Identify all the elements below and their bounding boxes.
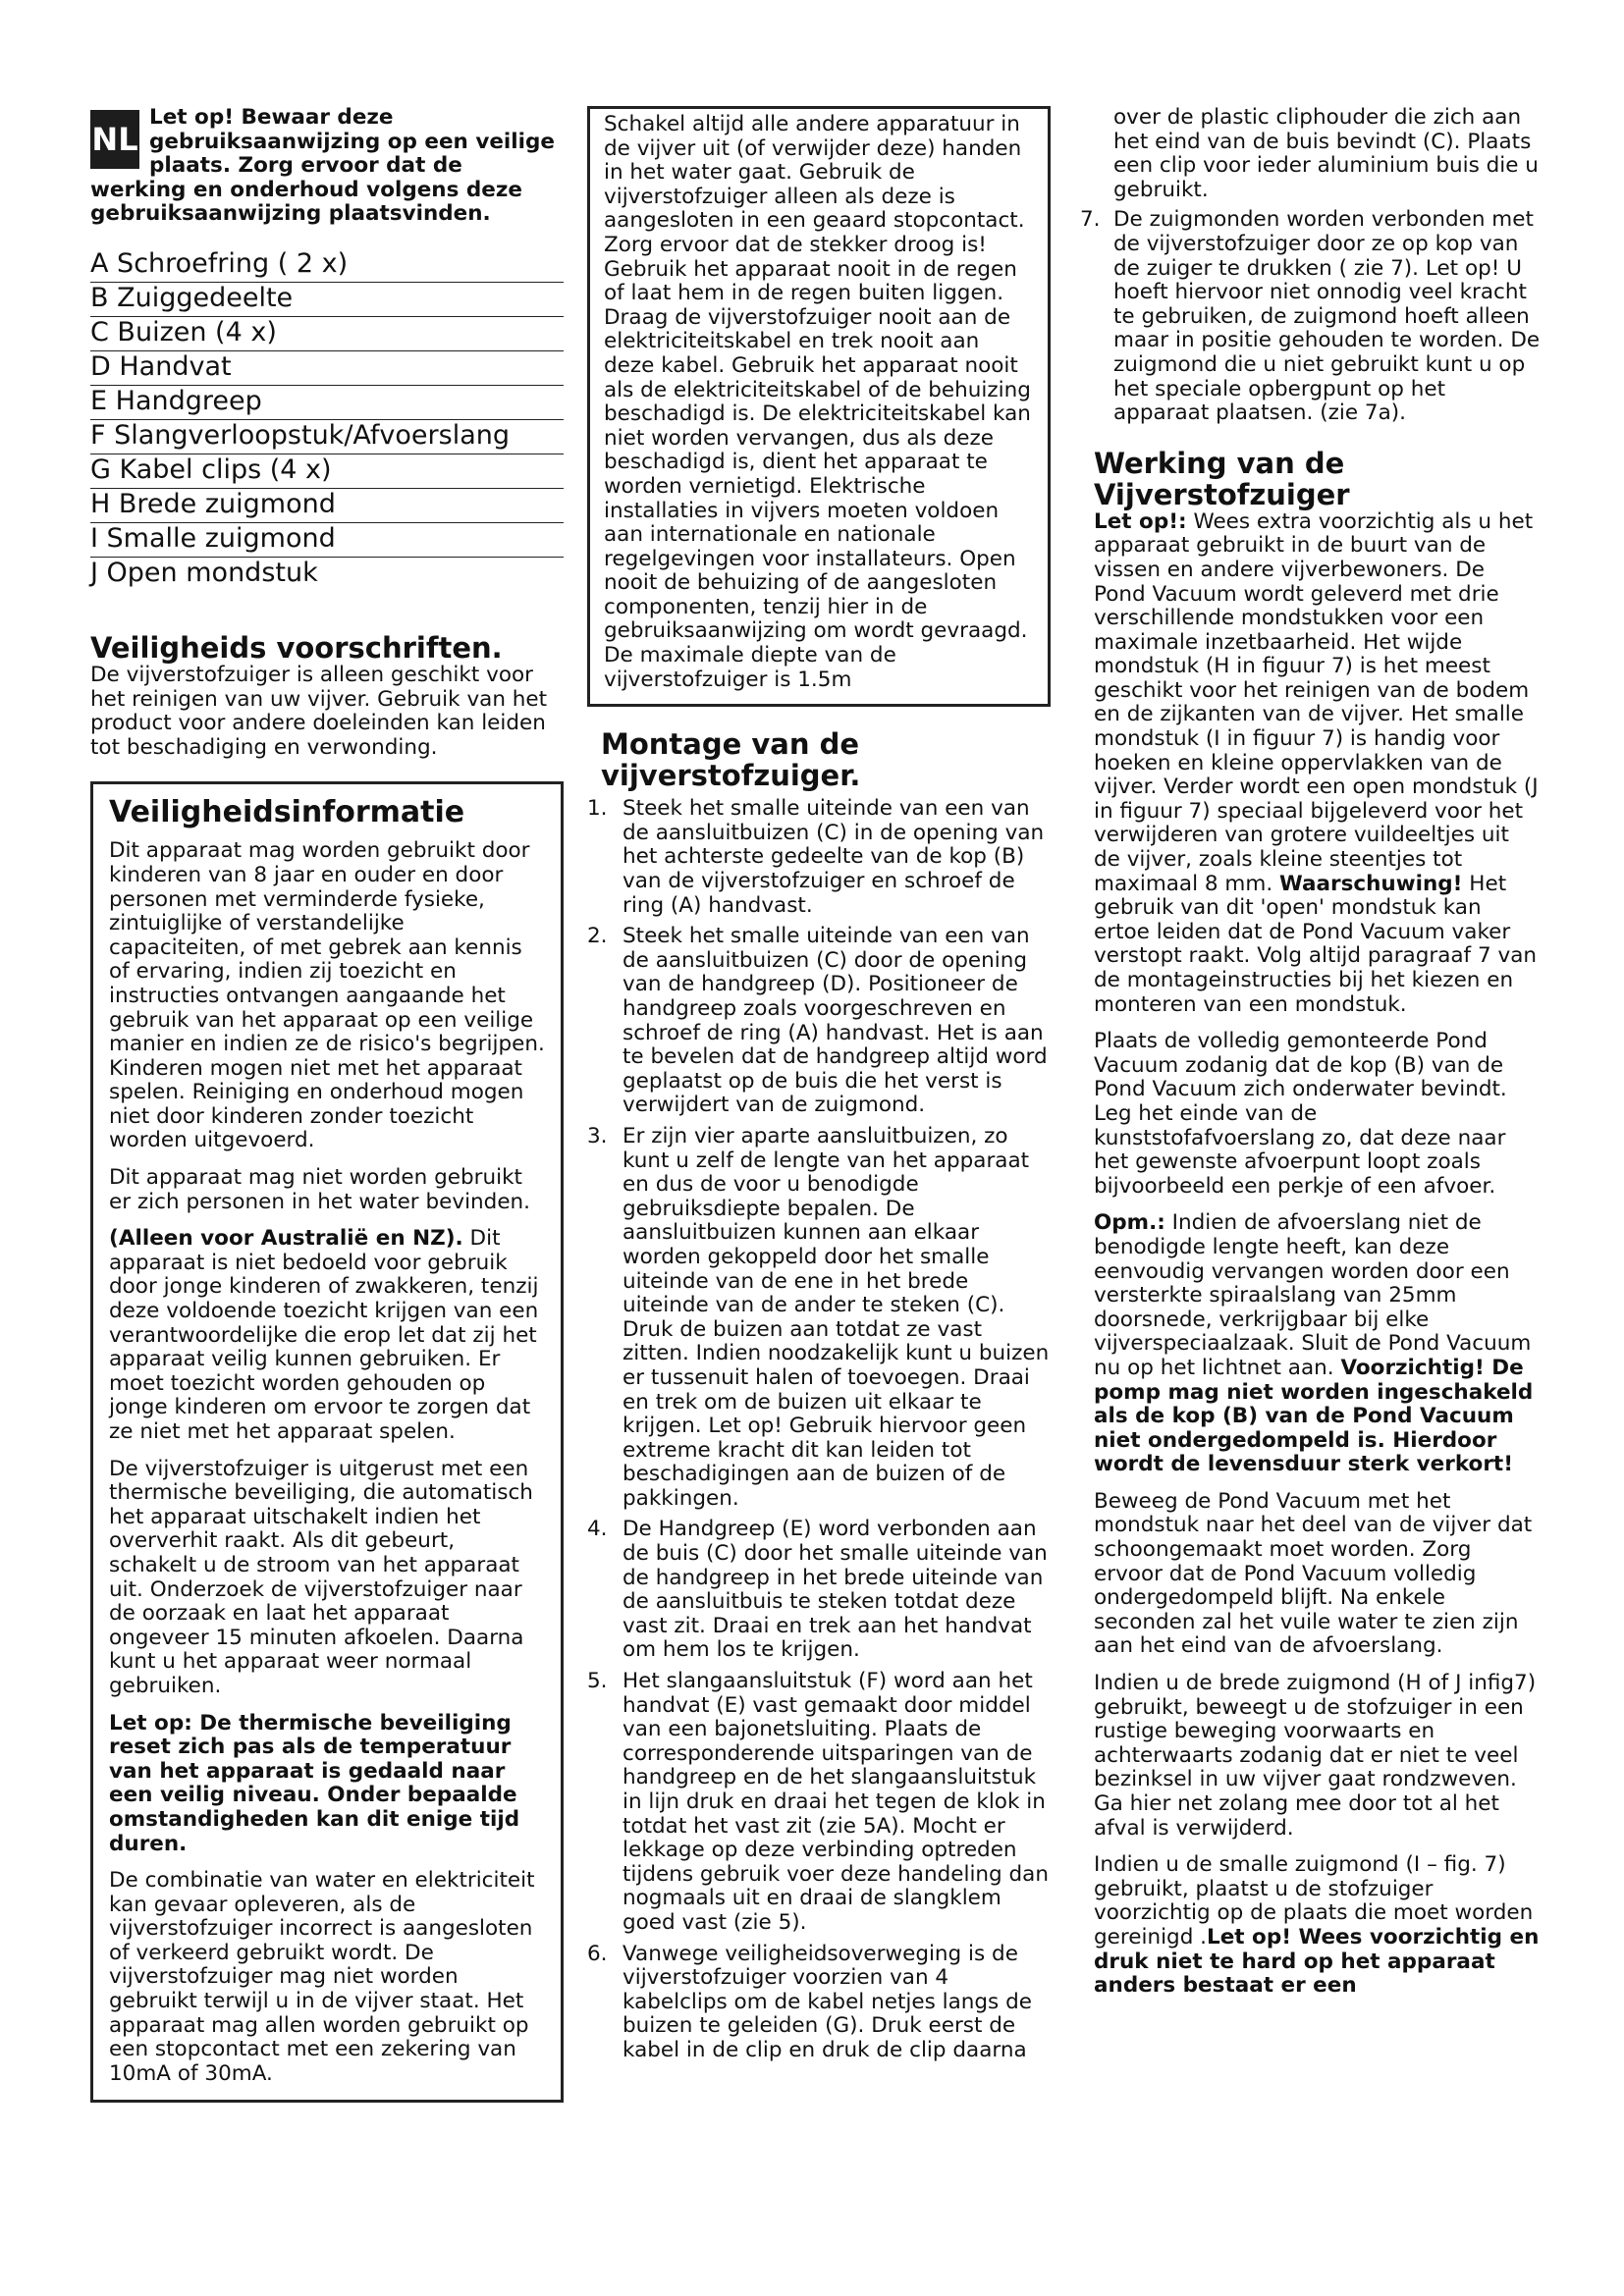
part-item: J Open mondstuk xyxy=(90,557,318,588)
step-text: De zuigmonden worden verbonden met de vijverstofzuiger door ze op kop van de zuiger te drukken ( zie 7). Let op! U hoeft hiervoor niet onnodig veel kracht te gebruiken, de zuigmond hoeft alleen maar in positie gehouden te worden. De zuigmond die u niet gebruikt kunt u op het speciale opbergpunt op het apparaat plaatsen. (zie 7a). xyxy=(1113,207,1541,426)
safety-text: De vijverstofzuiger is alleen geschikt voor het reinigen van uw vijver. Gebruik van het product voor andere doeleinden kan leiden tot beschadiging en verwonding. xyxy=(90,662,548,760)
assembly-step xyxy=(1080,208,1542,425)
operation-text: Wees extra voorzichtig als u het apparaat gebruikt in de buurt van de vissen en andere vijverbewoners. De Pond Vacuum wordt geleverd met drie verschillende mondstukken voor een maximale inzetbaarheid. Het wijde mondstuk (H in figuur 7) is het meest geschikt voor het reinigen van de bodem en de zijkanten van de vijver. Het smalle mondstuk (I in figuur 7) is handig voor hoeken en kleine oppervlakken van de vijver. Verder wordt een open mondstuk (J in figuur 7) speciaal bijgeleverd voor het verwijderen van grotere vuildeeltjes uit de vijver, zoals kleine steentjes tot maximaal 8 mm. xyxy=(1094,508,1539,896)
column-right xyxy=(1080,106,1542,2011)
note-label: Opm.: xyxy=(1094,1210,1165,1236)
header-notice-text: Let op! Bewaar deze gebruiksaanwijzing op een veilige plaats. Zorg ervoor dat de werking en onderhoud volgens deze gebruiksaanwijzing plaatsvinden. xyxy=(90,105,556,227)
operation-text: Het gebruik van dit 'open' mondstuk kan ertoe leiden dat de Pond Vacuum vaker verstopt raakt. Volg altijd paragraaf 7 van de montageinstructies bij het kiezen en monteren van een mondstuk. xyxy=(1094,871,1537,1017)
safety-info-paragraph: Dit apparaat mag worden gebruikt door kinderen van 8 jaar en ouder en door personen met verminderde fysieke, zintuiglijke of verstandelijke capaciteiten, of met gebrek aan kennis of ervaring, indien zij toezicht en instructies ontvangen aangaande het gebruik van het apparaat op een veilige manier en indien ze de risico's begrijpen. Kinderen mogen niet met het apparaat spelen. Reiniging en onderhoud mogen niet door kinderen zonder toezicht worden uitgevoerd. xyxy=(109,838,545,1153)
electrical-warning-box xyxy=(587,106,1051,707)
operation-text: Indien de afvoerslang niet de benodigde lengte heeft, kan deze eenvoudig vervangen worden door een versterkte spiraalslang van 25mm doorsnede, verkrijgbaar bij elke vijverspeciaalzaak. Sluit de Pond Vacuum nu op het lichtnet aan. xyxy=(1094,1210,1532,1380)
operation-paragraph: Beweeg de Pond Vacuum met het mondstuk naar het deel van de vijver dat schoongemaakt moet worden. Zorg ervoor dat de Pond Vacuum volledig ondergedompeld blijft. Na enkele seconden zal het vuile water te zien zijn aan het eind van de afvoerslang. xyxy=(1094,1488,1533,1659)
assembly-step xyxy=(587,1125,1051,1512)
safety-info-paragraph: De combinatie van water en elektriciteit kan gevaar opleveren, als de vijverstofzuiger incorrect is aangesloten of verkeerd gebruikt wordt. De vijverstofzuiger mag niet worden gebruikt terwijl u in de vijver staat. Het apparaat mag allen worden gebruikt op een stopcontact met een zekering van 10mA of 30mA. xyxy=(109,1868,535,2086)
part-item: G Kabel clips (4 x) xyxy=(90,454,564,489)
region-note-text: Dit apparaat is niet bedoeld voor gebruik door jonge kinderen of zwakkeren, tenzij deze voldoende toezicht krijgen van een verantwoordelijke die erop let dat zij het apparaat veilig kunnen gebruiken. Er moet toezicht worden gehouden op jonge kinderen om ervoor te zorgen dat ze niet met het apparaat spelen. xyxy=(109,1226,539,1444)
step-text: Vanwege veiligheidsoverweging is de vijverstofzuiger voorzien van 4 kabelclips om de kabel netjes langs de buizen te geleiden (G). Druk eerst de kabel in de clip en druk de clip daarna xyxy=(623,1941,1032,2062)
step-number: 7. xyxy=(1080,207,1101,233)
assembly-step xyxy=(587,797,1051,918)
step-number: 4. xyxy=(587,1517,608,1542)
operation-heading: Werking van de Vijverstofzuiger xyxy=(1094,446,1350,511)
part-item: H Brede zuigmond xyxy=(90,489,564,523)
assembly-heading: Montage van de vijverstofzuiger. xyxy=(601,727,861,793)
operation-paragraph: Indien u de brede zuigmond (H of J infig7) gebruikt, beweegt u de stofzuiger in een rustige beweging voorwaarts en achterwaarts zodanig dat er niet te veel bezinksel in uw vijver gaat rondzweven. Ga hier net zolang mee door tot al het afval is verwijderd. xyxy=(1094,1671,1537,1841)
safety-info-paragraph: Dit apparaat mag niet worden gebruikt er zich personen in het water bevinden. xyxy=(109,1165,531,1214)
assembly-step xyxy=(587,925,1051,1118)
safety-info-paragraph xyxy=(109,1227,545,1444)
header-notice xyxy=(90,106,564,227)
safety-info-heading: Veiligheidsinformatie xyxy=(109,795,465,830)
step-number: 1. xyxy=(587,796,608,822)
step-text: De Handgreep (E) word verbonden aan de buis (C) door het smalle uiteinde van de handgreep in het brede uiteinde van de aansluitbuis te steken totdat deze vast zit. Draai en trek aan het handvat om hem los te krijgen. xyxy=(623,1517,1048,1663)
part-item: A Schroefring ( 2 x) xyxy=(90,248,564,283)
parts-list xyxy=(90,248,564,591)
warning-label: Waarschuwing! xyxy=(1279,871,1463,896)
assembly-step xyxy=(587,1518,1051,1663)
step-text: Steek het smalle uiteinde van een van de aansluitbuizen (C) door de opening van de handgreep (D). Positioneer de handgreep zoals voorgeschreven en schroef de ring (A) handvast. Het is aan te bevelen dat de handgreep altijd word geplaatst op de buis die het verst is verwijdert van de zuigmond. xyxy=(623,924,1048,1118)
step-text: Er zijn vier aparte aansluitbuizen, zo kunt u zelf de lengte van het apparaat en dus de voor u benodigde gebruiksdiepte bepalen. De aansluitbuizen kunnen aan elkaar worden gekoppeld door het smalle uiteinde van de ene in het brede uiteinde van de ander te steken (C). Druk de buizen aan totdat ze vast zitten. Indien noodzakelijk kunt u buizen er tussenuit halen of toevoegen. Draai en trek om de buizen uit elkaar te krijgen. Let op! Gebruik hiervoor geen extreme kracht dit kan leiden tot beschadigingen aan de buizen of de pakkingen. xyxy=(623,1123,1050,1511)
step-6-continuation: over de plastic cliphouder die zich aan het eind van de buis bevindt (C). Plaats een clip voor ieder aluminium buis die u gebruikt. xyxy=(1113,105,1539,202)
operation-paragraph xyxy=(1094,1211,1542,1477)
operation-paragraph xyxy=(1094,1853,1542,1999)
step-number: 6. xyxy=(587,1941,608,1966)
attention-label: Let op!: xyxy=(1094,508,1187,534)
operation-paragraph xyxy=(1094,510,1542,1017)
safety-info-paragraph: De vijverstofzuiger is uitgerust met een thermische beveiliging, die automatisch het apparaat uitschakelt indien het oververhit raakt. Als dit gebeurt, schakelt u de stroom van het apparaat uit. Onderzoek de vijverstofzuiger naar de oorzaak en laat het apparaat ongeveer 15 minuten afkoelen. Daarna kunt u het apparaat weer normaal gebruiken. xyxy=(109,1456,533,1698)
step-number: 5. xyxy=(587,1669,608,1694)
step-text: Steek het smalle uiteinde van een van de aansluitbuizen (C) in de opening van het achterste gedeelte van de kop (B) van de vijverstofzuiger en schroef de ring (A) handvast. xyxy=(623,796,1045,918)
safety-info-box xyxy=(90,781,564,2103)
part-item: I Smalle zuigmond xyxy=(90,523,564,558)
column-middle xyxy=(587,106,1051,2070)
step-number: 3. xyxy=(587,1123,608,1148)
attention-warning: Let op! Wees voorzichtig en druk niet te hard op het apparaat anders bestaat er een xyxy=(1094,1924,1540,1999)
region-note-label: (Alleen voor Australië en NZ). xyxy=(109,1226,463,1252)
part-item: F Slangverloopstuk/Afvoerslang xyxy=(90,420,564,454)
electrical-warning-text: Schakel altijd alle andere apparatuur in de vijver uit (of verwijder deze) handen in het water gaat. Gebruik de vijverstofzuiger alleen als deze is aangesloten in een geaard stopcontact. Zorg ervoor dat de stekker droog is! Gebruik het apparaat nooit in de regen of laat hem in de regen buiten liggen. Draag de vijverstofzuiger nooit aan de elektriciteitskabel en trek nooit aan deze kabel. Gebruik het apparaat nooit als de elektriciteitskabel of de behuizing beschadigd is. De elektriciteitskabel kan niet worden vervangen, dus als deze beschadigd is, dient het apparaat te worden vernietigd. Elektrische installaties in vijvers moeten voldoen aan internationale en nationale regelgevingen voor installateurs. Open nooit de behuizing of de aangesloten componenten, tenzij hier in de gebruiksaanwijzing om wordt gevraagd. De maximale diepte van de vijverstofzuiger is 1.5m xyxy=(604,112,1031,692)
operation-paragraph: Plaats de volledig gemonteerde Pond Vacuum zodanig dat de kop (B) van de Pond Vacuum zich onderwater bevindt. Leg het einde van de kunststofafvoerslang zo, dat deze naar het gewenste afvoerpunt loopt zoals bijvoorbeeld een perkje of een afvoer. xyxy=(1094,1029,1507,1199)
assembly-step xyxy=(587,1943,1051,2063)
step-number: 2. xyxy=(587,924,608,949)
caution-warning: Voorzichtig! De pomp mag niet worden ingeschakeld als de kop (B) van de Pond Vacuum niet ondergedompeld is. Hierdoor wordt de levensduur sterk verkort! xyxy=(1094,1355,1534,1477)
safety-heading: Veiligheids voorschriften. xyxy=(90,630,503,665)
step-text: Het slangaansluitstuk (F) word aan het handvat (E) vast gemaakt door middel van een bajonetsluiting. Plaats de corresponderende uitsparingen van de handgreep en de het slangaansluitstuk in lijn druk en draai het tegen de klok in totdat het vast zit (zie 5A). Mocht er lekkage op deze verbinding optreden tijdens gebruik voer deze handeling dan nogmaals uit en draai de slangklem goed vast (zie 5). xyxy=(623,1669,1049,1935)
thermal-reset-warning: Let op: De thermische beveiliging reset zich pas als de temperatuur van het apparaat is gedaald naar een veilig niveau. Onder bepaalde omstandigheden kan dit enige tijd duren. xyxy=(109,1710,520,1856)
assembly-step xyxy=(587,1670,1051,1936)
part-item: B Zuiggedeelte xyxy=(90,283,564,317)
part-item: C Buizen (4 x) xyxy=(90,317,564,351)
part-item: D Handvat xyxy=(90,351,564,386)
operation-text: Indien u de smalle zuigmond (I – fig. 7) gebruikt, plaatst u de stofzuiger voorzichtig op de plaats die moet worden gereinigd . xyxy=(1094,1852,1534,1949)
column-left xyxy=(90,106,564,2103)
part-item: E Handgreep xyxy=(90,386,564,420)
assembly-steps xyxy=(587,797,1051,2062)
language-badge: NL xyxy=(90,110,139,169)
